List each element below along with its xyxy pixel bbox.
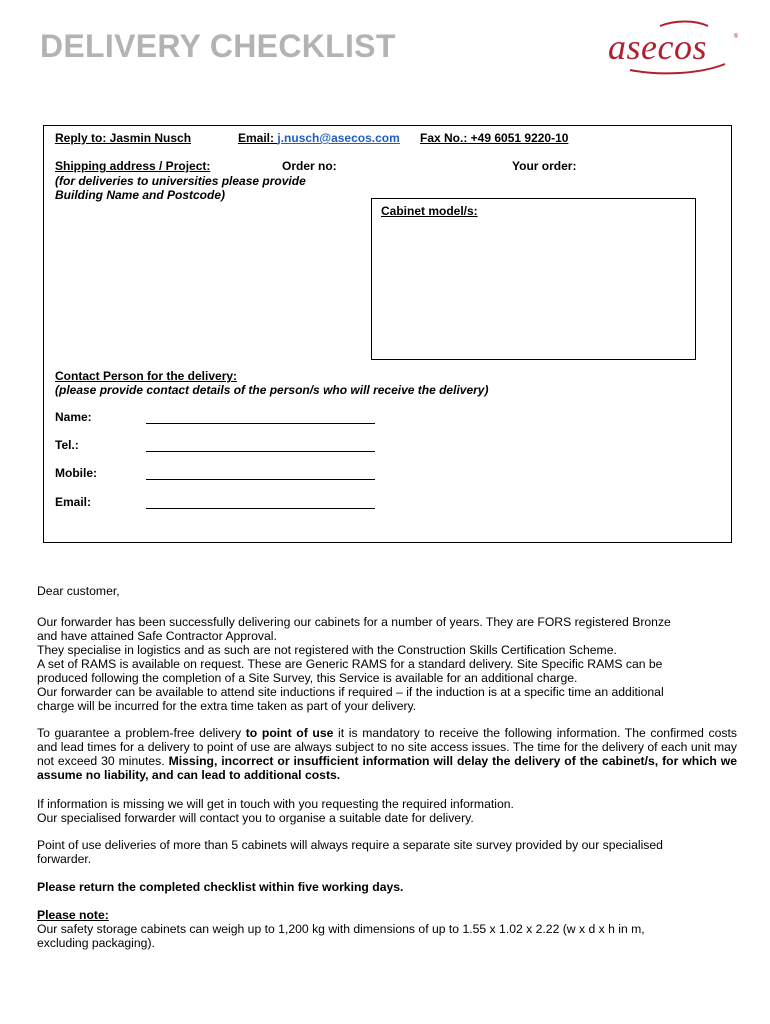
shipping-note-line-2: Building Name and Postcode) xyxy=(55,188,226,202)
contact-person-title: Contact Person for the delivery: xyxy=(55,369,238,383)
return-instruction: Please return the completed checklist within five working days. xyxy=(37,880,404,894)
greeting: Dear customer, xyxy=(37,584,120,598)
page-title: DELIVERY CHECKLIST xyxy=(40,28,396,64)
paragraph-missing-info: If information is missing we will get in touch with you requesting the required information. Our specialised forwarder will contact you to organise a suitable date for delivery. xyxy=(37,797,514,825)
tel-label: Tel.: xyxy=(55,438,79,452)
asecos-logo xyxy=(600,18,740,78)
cabinet-model-field[interactable] xyxy=(371,198,696,360)
email-input-line[interactable] xyxy=(146,508,375,509)
please-note: Please note: Our safety storage cabinets can weigh up to 1,200 kg with dimensions of up to 1.55 x 1.02 x 2.22 (w x d x h in m, excluding packaging). xyxy=(37,908,645,950)
shipping-note-line-1: (for deliveries to universities please provide xyxy=(55,174,306,188)
logo-text: asecos xyxy=(608,27,707,67)
please-note-title: Please note: xyxy=(37,908,109,922)
fax-number: Fax No.: +49 6051 9220-10 xyxy=(420,131,569,145)
name-label: Name: xyxy=(55,410,92,424)
mobile-label: Mobile: xyxy=(55,466,97,480)
email-label: Email: xyxy=(238,131,275,145)
order-no-label: Order no: xyxy=(282,159,337,173)
email-contact xyxy=(238,131,400,145)
paragraph-site-survey: Point of use deliveries of more than 5 cabinets will always require a separate site survey provided by our specialised forwarder. xyxy=(37,838,663,866)
shipping-address-label: Shipping address / Project: xyxy=(55,159,211,173)
mobile-input-line[interactable] xyxy=(146,479,375,480)
trademark-mark: ® xyxy=(733,34,738,40)
email-link[interactable]: j.nusch@asecos.com xyxy=(277,131,400,145)
cabinet-model-label: Cabinet model/s: xyxy=(381,204,478,218)
paragraph-forwarder: Our forwarder has been successfully delivering our cabinets for a number of years. They are FORS registered Bronze and have attained Safe Contractor Approval. They specialise in logistics and as such are not registered with the Construction Skills Certification Scheme. A set of RAMS is available on request. These are Generic RAMS for a standard delivery. Site Specific RAMS can be produced following the completion of a Site Survey, this Service is available for an additional charge. Our forwarder can be available to attend site inductions if required – if the induction is at a specific time an additional charge will be incurred for the extra time taken as part of your delivery. xyxy=(37,615,671,713)
email-field-label: Email: xyxy=(55,495,92,509)
paragraph-point-of-use: To guarantee a problem-free delivery to point of use it is mandatory to receive the following information. The confirmed costs and lead times for a delivery to point of use are always subject to no site access issues. The time for the delivery of each unit may not exceed 30 minutes. Missing, incorrect or insufficient information will delay the delivery of the cabinet/s, for which we assume no liability, and can lead to additional costs. xyxy=(37,726,738,782)
reply-to: Reply to: Jasmin Nusch xyxy=(55,131,192,145)
name-input-line[interactable] xyxy=(146,423,375,424)
tel-input-line[interactable] xyxy=(146,451,375,452)
your-order-label: Your order: xyxy=(512,159,577,173)
contact-person-note: (please provide contact details of the person/s who will receive the delivery) xyxy=(55,383,489,397)
